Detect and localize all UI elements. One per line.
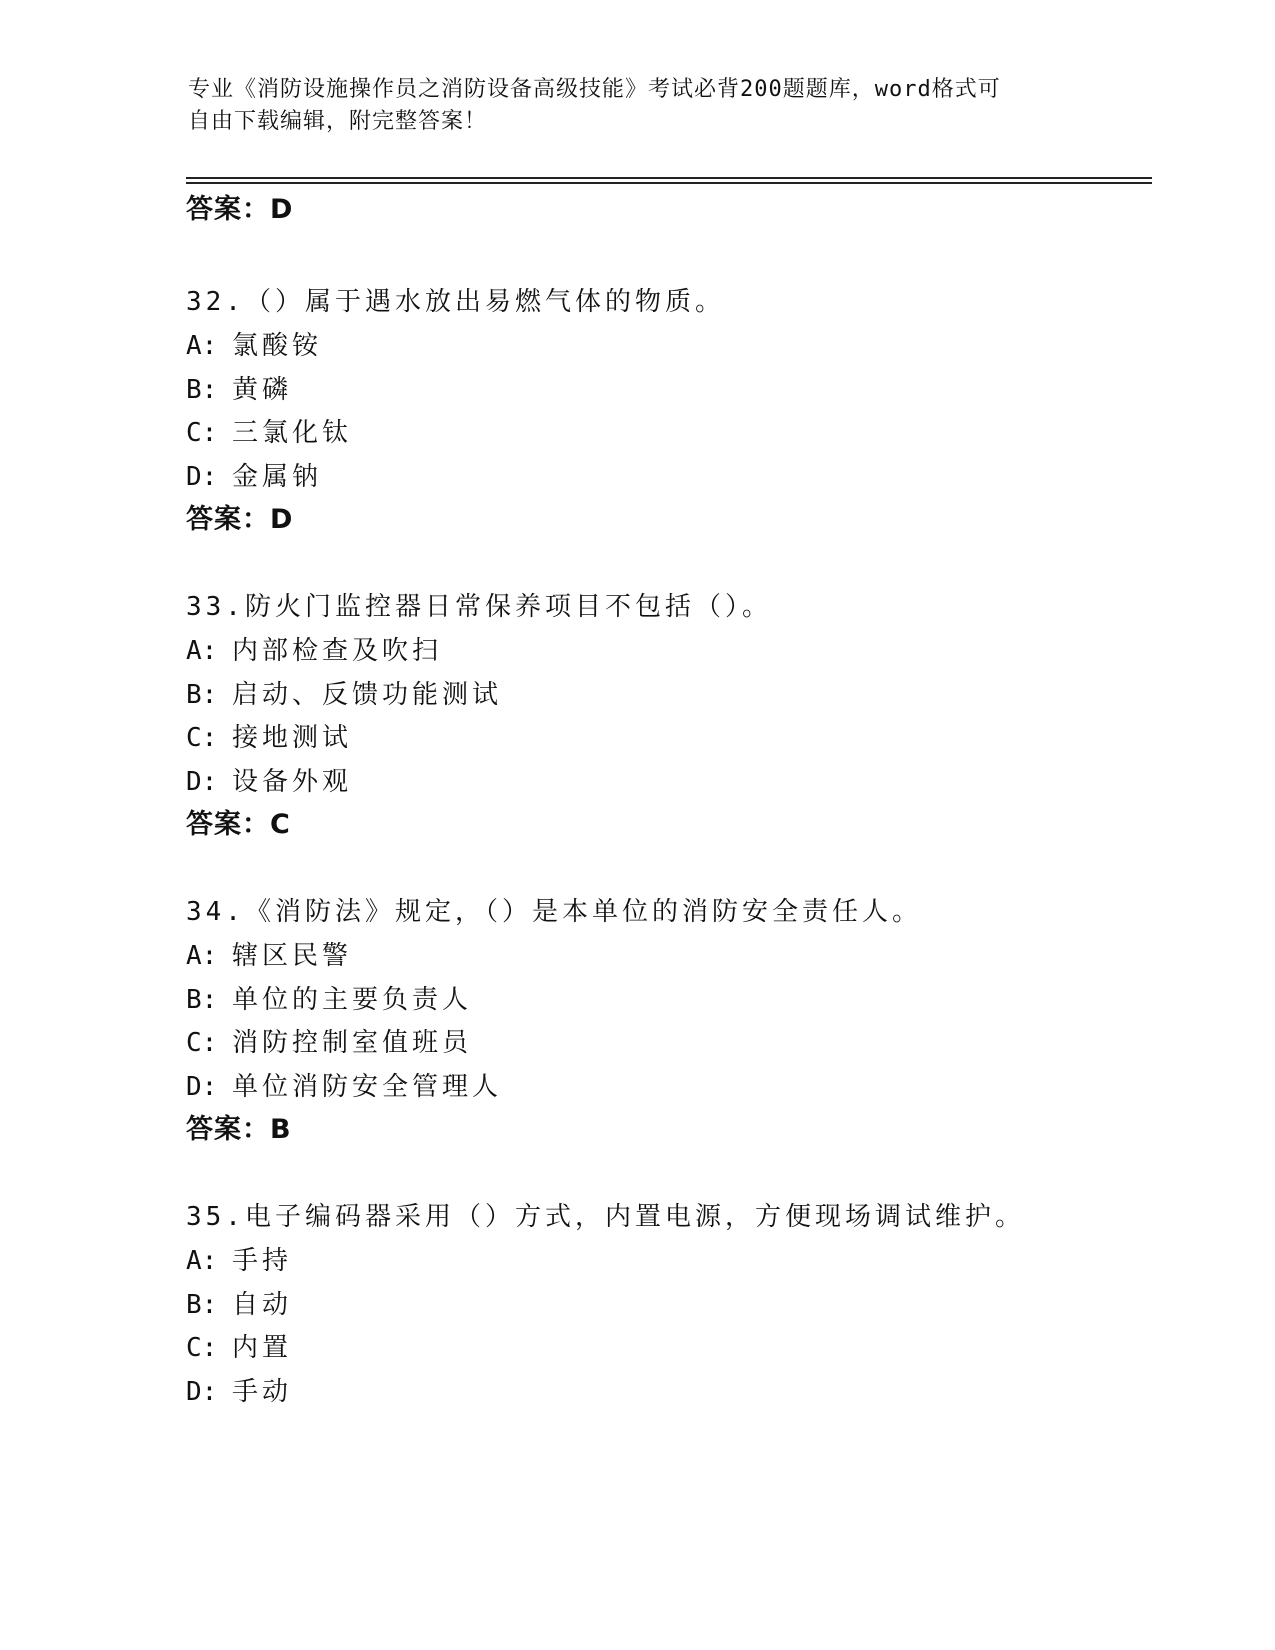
question-33-option-a xyxy=(186,634,442,668)
question-33-answer: 答案：C xyxy=(186,809,291,840)
option-text: 设备外观 xyxy=(232,767,353,797)
option-letter: A: xyxy=(186,331,218,361)
option-letter: D: xyxy=(186,1377,218,1407)
option-text: 金属钠 xyxy=(232,462,323,492)
question-34-answer: 答案：B xyxy=(186,1114,292,1145)
document-header xyxy=(188,74,1088,138)
option-text: 启动、反馈功能测试 xyxy=(232,680,503,710)
option-letter: B: xyxy=(186,1290,218,1320)
option-letter: B: xyxy=(186,985,218,1015)
question-35-option-a xyxy=(186,1244,292,1278)
question-35-option-d xyxy=(186,1375,292,1409)
question-34-option-b xyxy=(186,983,472,1017)
option-letter: C: xyxy=(186,1028,218,1058)
option-text: 辖区民警 xyxy=(232,941,353,971)
option-letter: D: xyxy=(186,767,218,797)
header-line-2: 自由下载编辑，附完整答案！ xyxy=(188,109,488,134)
question-33-option-d xyxy=(186,765,352,799)
question-33-option-b xyxy=(186,678,502,712)
question-32-option-a xyxy=(186,329,322,363)
question-32-answer: 答案：D xyxy=(186,504,294,535)
option-text: 消防控制室值班员 xyxy=(232,1028,473,1058)
option-text: 氯酸铵 xyxy=(232,331,323,361)
question-35: 35.电子编码器采用（）方式，内置电源，方便现场调试维护。 xyxy=(186,1202,1025,1232)
header-divider-top xyxy=(186,177,1152,179)
question-34-option-c xyxy=(186,1026,472,1060)
question-35-option-b xyxy=(186,1288,292,1322)
option-letter: A: xyxy=(186,1246,218,1276)
option-text: 接地测试 xyxy=(232,723,353,753)
option-text: 单位的主要负责人 xyxy=(232,985,473,1015)
option-letter: C: xyxy=(186,723,218,753)
option-text: 内置 xyxy=(232,1333,293,1363)
option-letter: D: xyxy=(186,462,218,492)
option-text: 手持 xyxy=(232,1246,293,1276)
question-34: 34.《消防法》规定，（）是本单位的消防安全责任人。 xyxy=(186,897,922,927)
question-33-option-c xyxy=(186,721,352,755)
option-letter: B: xyxy=(186,375,218,405)
question-33: 33.防火门监控器日常保养项目不包括（）。 xyxy=(186,592,772,622)
question-34-option-d xyxy=(186,1070,502,1104)
header-line-1: 专业《消防设施操作员之消防设备高级技能》考试必背200题题库，word格式可 xyxy=(188,77,1001,102)
option-letter: C: xyxy=(186,1333,218,1363)
answer-prev: 答案：D xyxy=(186,194,294,225)
question-34-option-a xyxy=(186,939,352,973)
option-letter: B: xyxy=(186,680,218,710)
question-32-option-c xyxy=(186,416,352,450)
option-text: 自动 xyxy=(232,1290,293,1320)
question-32: 32.（）属于遇水放出易燃气体的物质。 xyxy=(186,287,725,317)
option-letter: A: xyxy=(186,941,218,971)
option-text: 手动 xyxy=(232,1377,293,1407)
question-32-option-d xyxy=(186,460,322,494)
question-35-option-c xyxy=(186,1331,292,1365)
header-divider-bottom xyxy=(186,182,1152,184)
option-letter: C: xyxy=(186,418,218,448)
option-text: 三氯化钛 xyxy=(232,418,353,448)
question-32-option-b xyxy=(186,373,292,407)
option-text: 单位消防安全管理人 xyxy=(232,1072,503,1102)
option-text: 内部检查及吹扫 xyxy=(232,636,443,666)
option-letter: A: xyxy=(186,636,218,666)
option-text: 黄磷 xyxy=(232,375,293,405)
option-letter: D: xyxy=(186,1072,218,1102)
